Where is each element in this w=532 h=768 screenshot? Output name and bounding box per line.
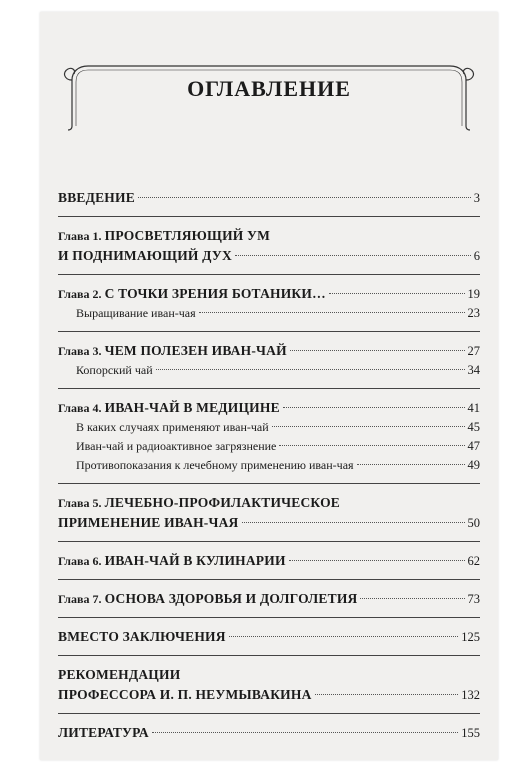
toc-entry-chapter-6[interactable] (58, 551, 480, 571)
dot-leader (156, 369, 465, 370)
toc-page-number: 45 (467, 420, 480, 434)
divider (58, 388, 480, 389)
toc-entry-title-line1: РЕКОМЕНДАЦИИ (58, 667, 181, 682)
chapter-title-line1: ПРОСВЕТЛЯЮЩИЙ УМ (104, 228, 271, 243)
toc-section-growing[interactable] (58, 304, 480, 323)
section-title: Копорский чай (76, 363, 153, 377)
toc-entry-chapter-7[interactable] (58, 589, 480, 609)
chapter-title: ОСНОВА ЗДОРОВЬЯ И ДОЛГОЛЕТИЯ (104, 591, 358, 606)
chapter-prefix: Глава 1. (58, 229, 102, 243)
chapter-prefix: Глава 4. (58, 401, 102, 415)
divider (58, 713, 480, 714)
page-title: ОГЛАВЛЕНИЕ (187, 76, 351, 101)
toc-entry-recommendations[interactable] (58, 665, 480, 705)
divider (58, 579, 480, 580)
chapter-title-line2: И ПОДНИМАЮЩИЙ ДУХ (58, 248, 232, 263)
toc-section-radioactive[interactable] (58, 437, 480, 456)
toc-page-number: 132 (461, 688, 480, 702)
divider (58, 541, 480, 542)
chapter-title: ИВАН-ЧАЙ В КУЛИНАРИИ (104, 553, 286, 568)
toc-page-number: 6 (473, 249, 480, 263)
toc-page-number: 47 (467, 439, 480, 453)
chapter-title: С ТОЧКИ ЗРЕНИЯ БОТАНИКИ… (104, 286, 326, 301)
divider (58, 331, 480, 332)
toc-page-number: 73 (467, 592, 480, 606)
dot-leader (138, 197, 471, 198)
chapter-prefix: Глава 5. (58, 496, 102, 510)
chapter-title-line1: ЛЕЧЕБНО-ПРОФИЛАКТИЧЕСКОЕ (104, 495, 340, 510)
toc-entry-chapter-4[interactable] (58, 398, 480, 418)
toc-entry-title: ВВЕДЕНИЕ (58, 190, 135, 205)
section-title: Иван-чай и радиоактивное загрязнение (76, 439, 277, 453)
toc-entry-title: ВМЕСТО ЗАКЛЮЧЕНИЯ (58, 629, 226, 644)
dot-leader (360, 598, 464, 599)
book-page (40, 12, 498, 760)
dot-leader (290, 350, 465, 351)
dot-leader (242, 522, 465, 523)
chapter-title-line2: ПРИМЕНЕНИЕ ИВАН-ЧАЯ (58, 515, 239, 530)
dot-leader (279, 445, 464, 446)
toc-page-number: 41 (467, 401, 480, 415)
dot-leader (329, 293, 465, 294)
toc-page-number: 3 (473, 191, 480, 205)
toc-page-number: 19 (467, 287, 480, 301)
chapter-prefix: Глава 2. (58, 287, 102, 301)
chapter-prefix: Глава 7. (58, 592, 102, 606)
toc-page-number: 62 (467, 554, 480, 568)
toc-page-number: 34 (467, 363, 480, 377)
chapter-prefix: Глава 3. (58, 344, 102, 358)
toc-entry-chapter-2[interactable] (58, 284, 480, 304)
chapter-prefix: Глава 6. (58, 554, 102, 568)
toc-page-number: 125 (461, 630, 480, 644)
toc-entry-intro[interactable] (58, 188, 480, 208)
toc-entry-conclusion[interactable] (58, 627, 480, 647)
dot-leader (283, 407, 465, 408)
section-title: Выращивание иван-чая (76, 306, 196, 320)
toc-entry-literature[interactable] (58, 723, 480, 743)
toc-section-koporye-tea[interactable] (58, 361, 480, 380)
toc-entry-chapter-5[interactable] (58, 493, 480, 533)
divider (58, 483, 480, 484)
toc-page-number: 27 (467, 344, 480, 358)
toc-entry-chapter-1[interactable] (58, 226, 480, 266)
dot-leader (152, 732, 458, 733)
chapter-title: ЧЕМ ПОЛЕЗЕН ИВАН-ЧАЙ (104, 343, 287, 358)
toc-section-when-applied[interactable] (58, 418, 480, 437)
dot-leader (272, 426, 465, 427)
toc-page-number: 23 (467, 306, 480, 320)
toc-page-number: 49 (467, 458, 480, 472)
divider (58, 274, 480, 275)
table-of-contents (58, 188, 480, 743)
divider (58, 216, 480, 217)
section-title: Противопоказания к лечебному применению иван-чая (76, 458, 354, 472)
toc-page-number: 155 (461, 726, 480, 740)
divider (58, 617, 480, 618)
toc-page-number: 50 (467, 516, 480, 530)
toc-entry-title: ЛИТЕРАТУРА (58, 725, 149, 740)
dot-leader (199, 312, 465, 313)
dot-leader (229, 636, 459, 637)
dot-leader (357, 464, 465, 465)
dot-leader (235, 255, 471, 256)
chapter-title: ИВАН-ЧАЙ В МЕДИЦИНЕ (104, 400, 280, 415)
divider (58, 655, 480, 656)
dot-leader (315, 694, 459, 695)
toc-entry-chapter-3[interactable] (58, 341, 480, 361)
toc-section-contraindications[interactable] (58, 456, 480, 475)
toc-entry-title-line2: ПРОФЕССОРА И. П. НЕУМЫВАКИНА (58, 687, 312, 702)
section-title: В каких случаях применяют иван-чай (76, 420, 269, 434)
dot-leader (289, 560, 465, 561)
